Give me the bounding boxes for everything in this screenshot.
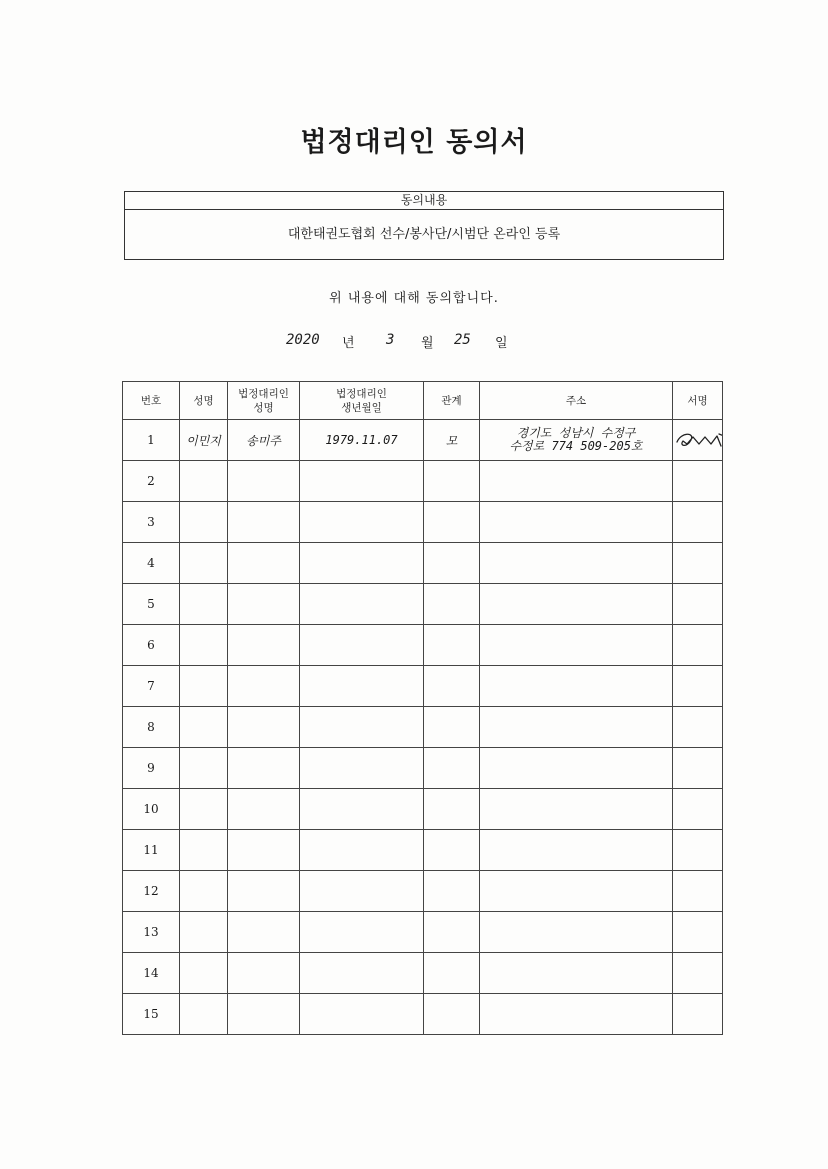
cell-address[interactable]	[480, 666, 673, 707]
table-row	[123, 584, 723, 625]
row-number: 14	[123, 953, 180, 994]
header-name: 성명	[180, 382, 228, 420]
cell-address[interactable]	[480, 625, 673, 666]
table-row	[123, 666, 723, 707]
cell-address[interactable]	[480, 912, 673, 953]
date-month-unit: 월	[421, 336, 434, 351]
cell-guardian-name[interactable]	[228, 707, 300, 748]
cell-guardian-name[interactable]	[228, 830, 300, 871]
cell-guardian-name[interactable]	[228, 953, 300, 994]
header-address: 주소	[480, 382, 673, 420]
cell-name[interactable]	[180, 666, 228, 707]
cell-name[interactable]	[180, 748, 228, 789]
cell-relation[interactable]	[424, 789, 480, 830]
address-line-1: 경기도 성남시 수정구	[516, 426, 636, 440]
row-number: 5	[123, 584, 180, 625]
cell-address[interactable]	[480, 994, 673, 1035]
row-number: 7	[123, 666, 180, 707]
cell-name[interactable]	[180, 994, 228, 1035]
table-row	[123, 420, 723, 461]
cell-name[interactable]	[180, 789, 228, 830]
row-number: 15	[123, 994, 180, 1035]
cell-signature[interactable]	[673, 625, 723, 666]
cell-name[interactable]	[180, 502, 228, 543]
date-month: 3	[386, 332, 395, 348]
cell-guardian-name[interactable]	[228, 789, 300, 830]
cell-relation[interactable]	[424, 830, 480, 871]
cell-address[interactable]	[480, 707, 673, 748]
cell-guardian-name[interactable]	[228, 871, 300, 912]
cell-address[interactable]	[480, 830, 673, 871]
cell-signature[interactable]	[673, 707, 723, 748]
row-number: 10	[123, 789, 180, 830]
table-row	[123, 953, 723, 994]
header-guardian-birth-text: 법정대리인 생년월일	[336, 387, 387, 414]
consent-content-box	[124, 191, 724, 260]
cell-guardian-name[interactable]	[228, 625, 300, 666]
cell-relation[interactable]	[424, 461, 480, 502]
cell-guardian-birth[interactable]	[300, 871, 424, 912]
row-number: 12	[123, 871, 180, 912]
cell-guardian-name[interactable]	[228, 994, 300, 1035]
cell-signature[interactable]	[673, 912, 723, 953]
cell-relation[interactable]	[424, 953, 480, 994]
cell-guardian-name[interactable]	[228, 748, 300, 789]
cell-guardian-name[interactable]	[228, 584, 300, 625]
handwritten-signature	[673, 428, 723, 452]
header-signature: 서명	[673, 382, 723, 420]
cell-relation[interactable]	[424, 543, 480, 584]
date-year: 2020	[286, 332, 320, 348]
header-guardian-birth	[300, 382, 424, 420]
row-number: 13	[123, 912, 180, 953]
cell-guardian-birth[interactable]	[300, 625, 424, 666]
cell-signature[interactable]	[673, 666, 723, 707]
date-year-unit: 년	[342, 336, 355, 351]
cell-relation: 모	[424, 420, 480, 461]
cell-signature[interactable]	[673, 789, 723, 830]
table-row	[123, 461, 723, 502]
cell-relation[interactable]	[424, 666, 480, 707]
cell-name[interactable]	[180, 871, 228, 912]
cell-name[interactable]	[180, 584, 228, 625]
cell-guardian-birth[interactable]	[300, 543, 424, 584]
cell-name[interactable]	[180, 461, 228, 502]
cell-name[interactable]	[180, 625, 228, 666]
consent-heading: 동의내용	[125, 192, 723, 210]
cell-signature	[673, 420, 723, 461]
cell-guardian-name[interactable]	[228, 461, 300, 502]
address-line-2: 수정로 774 509-205호	[509, 439, 643, 453]
row-number: 1	[123, 420, 180, 461]
cell-guardian-name: 송미주	[228, 420, 300, 461]
table-row	[123, 707, 723, 748]
cell-guardian-name[interactable]	[228, 912, 300, 953]
consent-body: 대한태권도협회 선수/봉사단/시범단 온라인 등록	[287, 227, 561, 242]
cell-address[interactable]	[480, 953, 673, 994]
cell-guardian-birth[interactable]	[300, 789, 424, 830]
row-number: 4	[123, 543, 180, 584]
cell-guardian-birth[interactable]	[300, 830, 424, 871]
cell-guardian-birth[interactable]	[300, 461, 424, 502]
cell-guardian-name[interactable]	[228, 502, 300, 543]
cell-signature[interactable]	[673, 543, 723, 584]
cell-guardian-birth[interactable]	[300, 502, 424, 543]
cell-signature[interactable]	[673, 830, 723, 871]
cell-relation[interactable]	[424, 994, 480, 1035]
cell-address[interactable]	[480, 584, 673, 625]
row-number: 3	[123, 502, 180, 543]
cell-relation[interactable]	[424, 912, 480, 953]
row-number: 8	[123, 707, 180, 748]
cell-guardian-birth[interactable]	[300, 748, 424, 789]
header-no: 번호	[123, 382, 180, 420]
cell-guardian-birth[interactable]	[300, 707, 424, 748]
cell-address[interactable]	[480, 789, 673, 830]
cell-guardian-birth[interactable]	[300, 953, 424, 994]
cell-relation[interactable]	[424, 871, 480, 912]
cell-address	[480, 420, 673, 461]
cell-relation[interactable]	[424, 625, 480, 666]
date-day-unit: 일	[495, 336, 508, 351]
table-row	[123, 625, 723, 666]
header-guardian-name	[228, 382, 300, 420]
table-row	[123, 912, 723, 953]
table-row	[123, 994, 723, 1035]
cell-signature[interactable]	[673, 461, 723, 502]
cell-relation[interactable]	[424, 748, 480, 789]
agreement-statement: 위 내용에 대해 동의합니다.	[329, 291, 499, 306]
cell-signature[interactable]	[673, 871, 723, 912]
row-number: 6	[123, 625, 180, 666]
table-row	[123, 502, 723, 543]
cell-signature[interactable]	[673, 748, 723, 789]
cell-name[interactable]	[180, 543, 228, 584]
date-row	[0, 328, 828, 356]
row-number: 11	[123, 830, 180, 871]
header-relation: 관계	[424, 382, 480, 420]
cell-address[interactable]	[480, 543, 673, 584]
cell-signature[interactable]	[673, 584, 723, 625]
cell-name[interactable]	[180, 830, 228, 871]
cell-relation[interactable]	[424, 707, 480, 748]
cell-guardian-birth[interactable]	[300, 666, 424, 707]
cell-signature[interactable]	[673, 994, 723, 1035]
cell-relation[interactable]	[424, 502, 480, 543]
date-day: 25	[454, 332, 471, 348]
cell-address[interactable]	[480, 748, 673, 789]
cell-name[interactable]	[180, 912, 228, 953]
cell-relation[interactable]	[424, 584, 480, 625]
cell-signature[interactable]	[673, 953, 723, 994]
table-row	[123, 543, 723, 584]
cell-name[interactable]	[180, 707, 228, 748]
guardian-roster-table	[122, 381, 723, 1035]
cell-guardian-birth[interactable]	[300, 994, 424, 1035]
table-header-row	[123, 382, 723, 420]
cell-address[interactable]	[480, 461, 673, 502]
cell-address[interactable]	[480, 871, 673, 912]
cell-name: 이민지	[180, 420, 228, 461]
document-title: 법정대리인 동의서	[300, 127, 528, 158]
table-row	[123, 748, 723, 789]
cell-guardian-birth: 1979.11.07	[300, 420, 424, 461]
cell-guardian-birth[interactable]	[300, 584, 424, 625]
cell-guardian-birth[interactable]	[300, 912, 424, 953]
cell-signature[interactable]	[673, 502, 723, 543]
cell-name[interactable]	[180, 953, 228, 994]
cell-guardian-name[interactable]	[228, 666, 300, 707]
table-row	[123, 789, 723, 830]
row-number: 9	[123, 748, 180, 789]
header-guardian-name-text: 법정대리인 성명	[238, 387, 289, 414]
cell-address[interactable]	[480, 502, 673, 543]
row-number: 2	[123, 461, 180, 502]
table-row	[123, 871, 723, 912]
cell-guardian-name[interactable]	[228, 543, 300, 584]
table-row	[123, 830, 723, 871]
